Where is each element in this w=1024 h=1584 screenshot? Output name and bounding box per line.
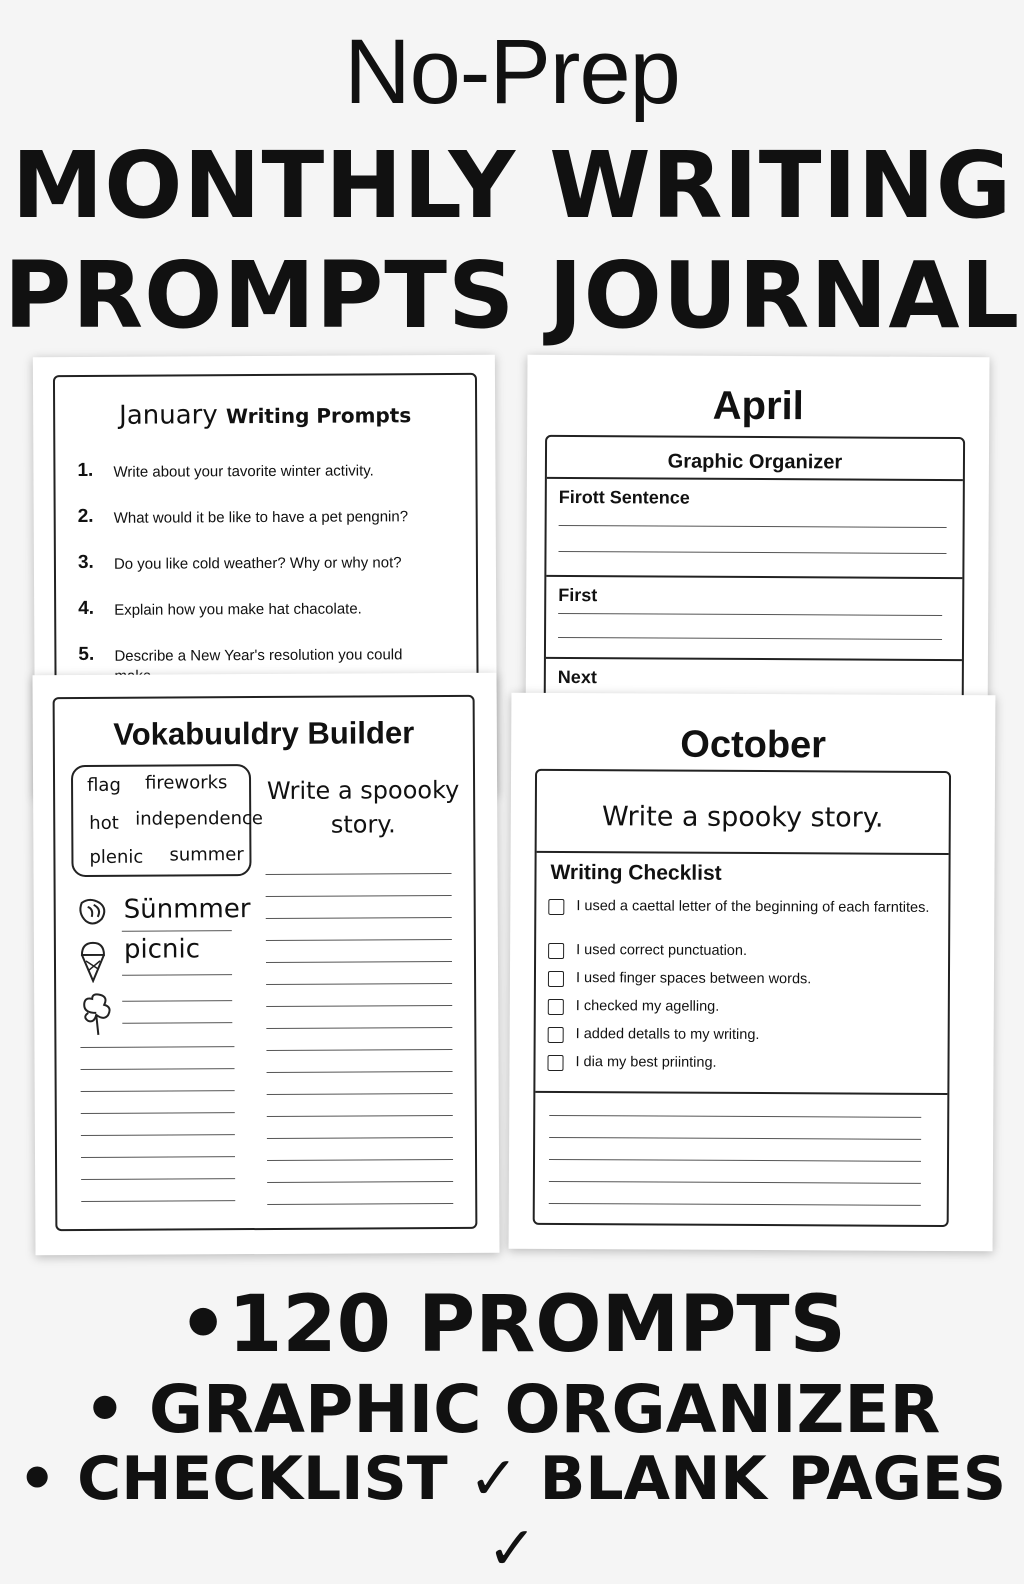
- section-label: Next: [557, 666, 597, 688]
- vocabulary-page: [32, 673, 499, 1255]
- vocab-word: plenic: [89, 846, 144, 868]
- prompt-text: Write about your tavorite winter activity.: [113, 462, 374, 481]
- checklist-item: [548, 998, 940, 1015]
- vocab-word: fireworks: [144, 772, 228, 794]
- title-line-1: No-Prep: [344, 21, 680, 123]
- checklist-item: [548, 898, 940, 916]
- feature-checklist-blank-pages: • CHECKLIST ✓ BLANK PAGES ✓: [17, 1444, 1007, 1584]
- graphic-organizer-title: Graphic Organizer: [547, 437, 963, 481]
- checkbox[interactable]: [547, 1055, 563, 1071]
- vocabulary-frame: [53, 695, 478, 1231]
- title-line-2: MONTHLY WRITING: [11, 132, 1013, 239]
- checkbox[interactable]: [548, 1027, 564, 1043]
- prompt-item: [77, 459, 455, 481]
- checklist-item: [548, 942, 940, 959]
- prompt-number: 5.: [78, 643, 95, 665]
- vocabulary-prompt: Write a spoooky story.: [266, 775, 460, 839]
- checklist-title: Writing Checklist: [550, 860, 722, 885]
- prompt-text: Describe a New Year's resolution you could: [114, 646, 403, 665]
- prompt-number: 4.: [78, 597, 95, 619]
- checklist-text: I dia my best priinting.: [575, 1054, 717, 1071]
- vocab-word: hot: [89, 812, 119, 834]
- checklist-text: I used correct punctuation.: [576, 942, 748, 959]
- vocab-word: independence: [135, 808, 263, 830]
- checklist-item: [548, 970, 940, 988]
- checkbox[interactable]: [548, 999, 564, 1015]
- prompt-number: 2.: [77, 505, 94, 527]
- prompt-item: [77, 505, 456, 527]
- january-title: [55, 399, 475, 431]
- checkbox[interactable]: [548, 899, 564, 915]
- vocabulary-title: Vokabuuldry Builder: [113, 715, 415, 752]
- checklist-text: I used finger spaces between words.: [575, 970, 812, 988]
- prompt-text: Explain how you make hat chacolate.: [114, 600, 362, 619]
- clover-icon: [76, 991, 116, 1037]
- organizer-section: [546, 479, 963, 579]
- checklist-item: [548, 1026, 940, 1044]
- feature-prompts: •120 PROMPTS: [178, 1280, 846, 1370]
- october-frame: [533, 769, 951, 1227]
- october-title: October: [680, 723, 827, 767]
- section-label: Firott Sentence: [558, 486, 690, 508]
- picture-word: Sünmmer: [123, 894, 251, 925]
- checklist-text: I used a caettal letter of the beginning of each farntites.: [576, 898, 930, 916]
- section-label: First: [558, 584, 598, 606]
- feature-graphic-organizer: • GRAPHIC ORGANIZER: [83, 1371, 941, 1448]
- checklist-text: I added detalls to my writing.: [575, 1026, 760, 1044]
- october-page: [509, 693, 996, 1252]
- checkbox[interactable]: [548, 943, 564, 959]
- checkbox[interactable]: [548, 971, 564, 987]
- january-title-month: January: [119, 400, 218, 431]
- vocab-word: summer: [169, 844, 244, 866]
- prompt-text: What would it be like to have a pet pengnin?: [113, 508, 409, 527]
- title-line-3: PROMPTS JOURNAL: [3, 242, 1021, 349]
- vocab-word: flag: [87, 774, 121, 796]
- ice-cream-icon: [78, 939, 108, 983]
- january-title-rest: Writing Prompts: [225, 403, 412, 429]
- word-box: [71, 764, 263, 877]
- prompt-item: [78, 643, 436, 665]
- picture-word: picnic: [123, 934, 201, 965]
- prompt-number: 1.: [77, 459, 94, 481]
- organizer-section: [546, 577, 962, 661]
- october-prompt: Write a spooky story.: [537, 771, 949, 855]
- prompt-text: Do you like cold weather? Why or why not?: [113, 554, 402, 573]
- april-title: April: [712, 383, 804, 429]
- checklist-text: I checked my agelling.: [575, 998, 720, 1015]
- sun-icon: [76, 895, 110, 929]
- prompt-item: [78, 597, 456, 619]
- prompt-number: 3.: [77, 551, 94, 573]
- checklist-item: [548, 1054, 940, 1071]
- prompt-item: [77, 551, 456, 573]
